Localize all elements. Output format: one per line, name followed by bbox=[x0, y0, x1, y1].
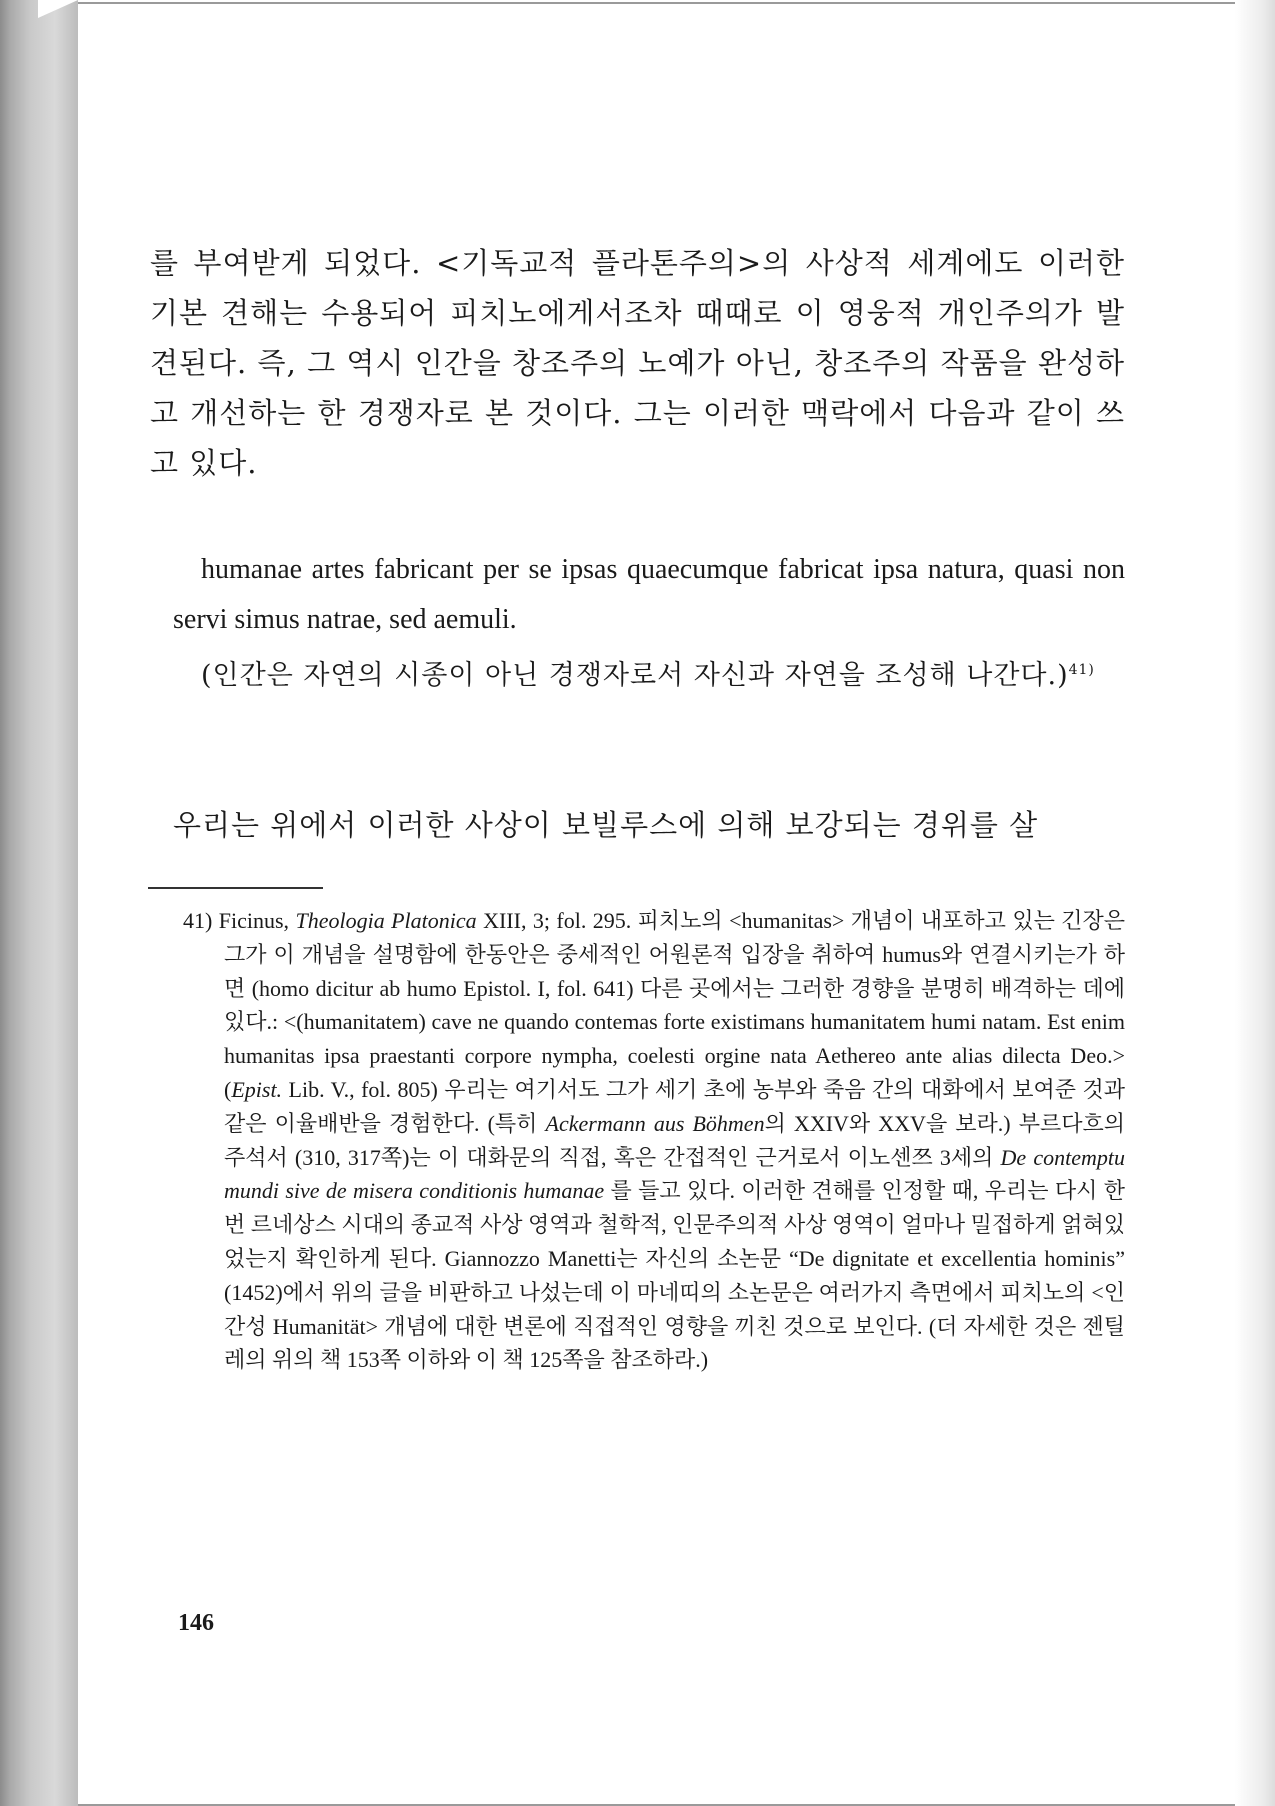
footnote-reference: 41) bbox=[1068, 662, 1095, 678]
paragraph-text: 를 부여받게 되었다. <기독교적 플라톤주의>의 사상적 세계에도 이러한 기본 견해는 수용되어 피치노에게서조차 때때로 이 영웅적 개인주의가 발견된다. 즉, 그 역시 인간을 창조주의 노예가 아닌, 창조주의 작품을 완성하고 개선하는 한 경쟁자로 본 것이다. 그는 이러한 맥락에서 다음과 같이 쓰고 있다. bbox=[150, 246, 1125, 480]
footnote-segment: 의 XXIV와 XXV을 보라.) 부르다흐의 주석서 (310, 317쪽)는 이 대화문의 직접, 혹은 간접적인 근거로서 이노센쯔 3세의 bbox=[224, 1110, 1125, 1170]
footnote-epist: Epist. bbox=[231, 1076, 283, 1102]
book-spine bbox=[0, 0, 78, 1806]
quote-korean-text: (인간은 자연의 시종이 아닌 경쟁자로서 자신과 자연을 조성해 나간다.) bbox=[201, 660, 1069, 691]
block-quote bbox=[173, 545, 1125, 701]
footnote-segment: Lib. V., fol. 805) 우리는 여기서도 그가 세기 초에 농부와 죽음 간의 대화에서 보여준 것과 같은 이율배반을 경험한다. (특히 bbox=[224, 1076, 1126, 1136]
paragraph-text: 우리는 위에서 이러한 사상이 보빌루스에 의해 보강되는 경위를 살 bbox=[173, 808, 1039, 842]
footnote-segment: 를 들고 있다. 이러한 견해를 인정할 때, 우리는 다시 한번 르네상스 시대의 종교적 사상 영역과 철학적, 인문주의적 사상 영역이 얼마나 밀접하게 얽혀있었는지 확인하게 된다. Giannozzo Manetti는 자신의 소논문 “De dignitate et excellentia hominis” (1452)에서 위의 글을 비판하고 나섰는데 이 마네띠의 소논문은 여러가지 측면에서 피치노의 <인간성 Humanität> 개념에 대한 변론에 직접적인 영향을 끼친 것으로 보인다. (더 자세한 것은 젠틸레의 위의 책 153쪽 이하와 이 책 125쪽을 참조하라.) bbox=[224, 1178, 1126, 1373]
footnote-segment: XIII, 3; fol. 295. 피치노의 <humanitas> 개념이 내포하고 있는 긴장은 그가 이 개념을 설명함에 한동안은 중세적인 어원론적 입장을 취하여 humus와 연결시키는가 하면 (homo dicitur ab humo Epistol. I, fol. 641) 다른 곳에서는 그러한 경향을 분명히 배격하는 데에 있다.: <(humanitatem) cave ne quando contemas forte existimans humanitatem humi natam. Est enim humanitas ipsa praestanti corpore nympha, coelesti orgine nata Aethereo ante alias dilecta Deo.> ( bbox=[224, 908, 1126, 1102]
footnote-author: Ficinus, bbox=[218, 908, 290, 933]
quote-latin: humanae artes fabricant per se ipsas quaecumque fabricat ipsa natura, quasi non servi simus natrae, sed aemuli. bbox=[173, 554, 1125, 635]
footnote-text bbox=[183, 904, 1125, 1377]
page-edge-shadow bbox=[1235, 0, 1275, 1806]
body-paragraph-1 bbox=[150, 238, 1125, 488]
body-paragraph-2 bbox=[173, 800, 1125, 850]
page-number: 146 bbox=[178, 1610, 214, 1636]
footnote-divider bbox=[148, 887, 323, 889]
footnote-41 bbox=[183, 904, 1125, 1377]
footnote-de-contemptu: De contemptu mundi sive de misera conditionis humanae bbox=[224, 1144, 1126, 1204]
quote-korean bbox=[173, 645, 1125, 701]
footnote-work-title: Theologia Platonica bbox=[295, 908, 477, 933]
footnote-number: 41) bbox=[183, 908, 213, 933]
spine-corner bbox=[38, 0, 78, 18]
footnote-ackermann: Ackermann aus Böhmen bbox=[545, 1110, 765, 1136]
